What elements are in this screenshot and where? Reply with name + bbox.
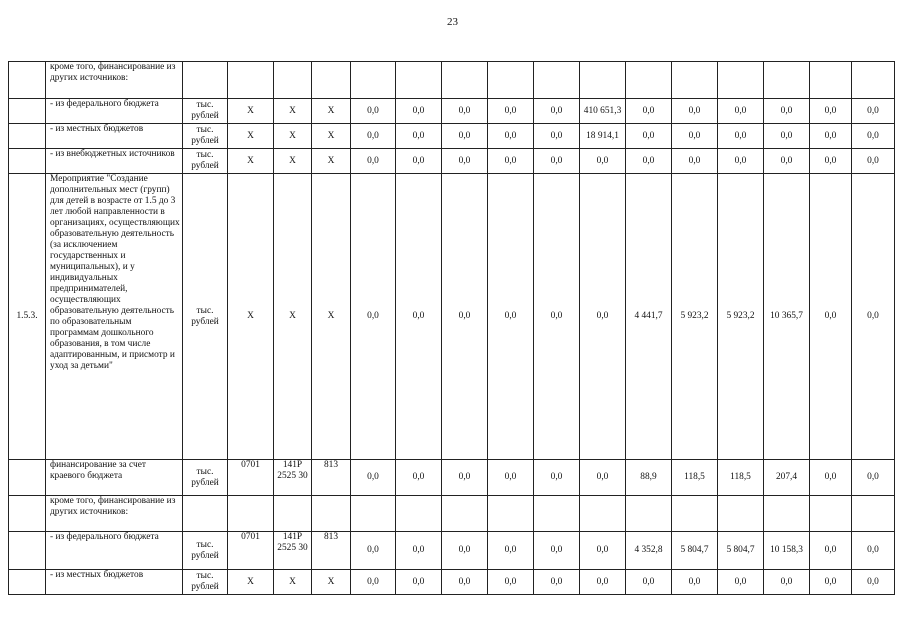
row-number	[9, 99, 46, 124]
table-row	[9, 174, 895, 460]
row-number	[9, 460, 46, 496]
code-target: Х	[274, 124, 312, 149]
value-cell: 0,0	[442, 532, 488, 570]
value-cell: 118,5	[718, 460, 764, 496]
value-cell: 0,0	[351, 174, 396, 460]
row-number	[9, 149, 46, 174]
value-cell: 0,0	[672, 570, 718, 595]
value-cell	[580, 62, 626, 99]
value-cell: 0,0	[852, 174, 895, 460]
value-cell: 0,0	[810, 532, 852, 570]
value-cell: 0,0	[810, 124, 852, 149]
value-cell: 0,0	[534, 174, 580, 460]
code-section: Х	[228, 174, 274, 460]
code-target: Х	[274, 99, 312, 124]
table-row	[9, 460, 895, 496]
row-name: - из местных бюджетов	[46, 570, 183, 595]
value-cell: 207,4	[764, 460, 810, 496]
value-cell: 0,0	[396, 149, 442, 174]
row-name: кроме того, финансирование из других источников:	[46, 496, 183, 532]
value-cell: 0,0	[626, 99, 672, 124]
code-target: Х	[274, 174, 312, 460]
value-cell: 4 352,8	[626, 532, 672, 570]
code-section: 0701	[228, 460, 274, 496]
value-cell: 0,0	[534, 149, 580, 174]
value-cell	[396, 496, 442, 532]
row-name: Мероприятие "Создание дополнительных мест (групп) для детей в возрасте от 1.5 до 3 лет любой направленности в организациях, осуществляющих образовательную деятельность (за исключением государственных и муниципальных), и у индивидуальных предпринимателей, осуществляющих образовательную деятельность по образовательным программам дошкольного образования, в том числе адаптированным, и присмотр и уход за детьми"	[46, 174, 183, 460]
value-cell: 0,0	[626, 124, 672, 149]
value-cell: 0,0	[534, 124, 580, 149]
value-cell	[351, 496, 396, 532]
row-number	[9, 62, 46, 99]
code-type: 813	[312, 532, 351, 570]
unit-cell: тыс. рублей	[183, 149, 228, 174]
value-cell: 0,0	[580, 532, 626, 570]
value-cell: 88,9	[626, 460, 672, 496]
row-name: - из федерального бюджета	[46, 532, 183, 570]
value-cell: 0,0	[534, 570, 580, 595]
code-target: Х	[274, 149, 312, 174]
value-cell: 0,0	[718, 570, 764, 595]
value-cell: 0,0	[442, 149, 488, 174]
value-cell	[810, 62, 852, 99]
row-name: финансирование за счет краевого бюджета	[46, 460, 183, 496]
unit-cell	[183, 62, 228, 99]
value-cell	[442, 496, 488, 532]
value-cell	[764, 496, 810, 532]
value-cell	[852, 62, 895, 99]
value-cell	[488, 62, 534, 99]
unit-cell: тыс. рублей	[183, 174, 228, 460]
value-cell: 0,0	[396, 570, 442, 595]
code-target	[274, 496, 312, 532]
value-cell	[534, 62, 580, 99]
value-cell: 0,0	[351, 460, 396, 496]
value-cell: 0,0	[810, 570, 852, 595]
code-section	[228, 496, 274, 532]
unit-cell: тыс. рублей	[183, 532, 228, 570]
value-cell: 0,0	[672, 99, 718, 124]
code-type: 813	[312, 460, 351, 496]
value-cell: 18 914,1	[580, 124, 626, 149]
table-row	[9, 62, 895, 99]
value-cell: 0,0	[580, 460, 626, 496]
table-row	[9, 149, 895, 174]
unit-cell: тыс. рублей	[183, 124, 228, 149]
value-cell: 0,0	[442, 124, 488, 149]
code-type: Х	[312, 149, 351, 174]
value-cell	[672, 62, 718, 99]
value-cell: 0,0	[351, 99, 396, 124]
value-cell: 0,0	[396, 460, 442, 496]
value-cell: 0,0	[764, 149, 810, 174]
code-section: Х	[228, 149, 274, 174]
value-cell	[442, 62, 488, 99]
code-section: Х	[228, 124, 274, 149]
value-cell: 0,0	[852, 149, 895, 174]
row-name: - из местных бюджетов	[46, 124, 183, 149]
value-cell: 0,0	[580, 174, 626, 460]
value-cell: 0,0	[810, 460, 852, 496]
value-cell: 4 441,7	[626, 174, 672, 460]
value-cell: 0,0	[488, 532, 534, 570]
value-cell	[534, 496, 580, 532]
value-cell: 0,0	[534, 99, 580, 124]
value-cell: 0,0	[672, 149, 718, 174]
budget-table	[8, 61, 895, 595]
value-cell	[718, 62, 764, 99]
value-cell: 0,0	[396, 174, 442, 460]
value-cell	[488, 496, 534, 532]
value-cell: 0,0	[488, 460, 534, 496]
table-row	[9, 124, 895, 149]
row-number	[9, 124, 46, 149]
code-target: Х	[274, 570, 312, 595]
value-cell: 0,0	[396, 532, 442, 570]
value-cell: 118,5	[672, 460, 718, 496]
value-cell: 0,0	[442, 174, 488, 460]
value-cell: 10 365,7	[764, 174, 810, 460]
unit-cell: тыс. рублей	[183, 99, 228, 124]
value-cell: 0,0	[718, 99, 764, 124]
code-type: Х	[312, 570, 351, 595]
value-cell: 410 651,3	[580, 99, 626, 124]
value-cell: 0,0	[534, 532, 580, 570]
value-cell: 0,0	[488, 174, 534, 460]
row-name: - из внебюджетных источников	[46, 149, 183, 174]
value-cell: 0,0	[718, 149, 764, 174]
value-cell: 0,0	[442, 460, 488, 496]
value-cell: 0,0	[764, 99, 810, 124]
value-cell: 0,0	[580, 149, 626, 174]
row-number	[9, 570, 46, 595]
value-cell: 5 804,7	[718, 532, 764, 570]
value-cell: 0,0	[442, 570, 488, 595]
value-cell: 0,0	[810, 174, 852, 460]
value-cell: 0,0	[488, 124, 534, 149]
value-cell: 0,0	[351, 149, 396, 174]
unit-cell: тыс. рублей	[183, 570, 228, 595]
value-cell: 0,0	[852, 99, 895, 124]
table-row	[9, 99, 895, 124]
value-cell	[580, 496, 626, 532]
value-cell: 0,0	[852, 460, 895, 496]
value-cell: 0,0	[534, 460, 580, 496]
value-cell: 0,0	[442, 99, 488, 124]
value-cell: 0,0	[580, 570, 626, 595]
value-cell: 0,0	[810, 99, 852, 124]
value-cell: 0,0	[718, 124, 764, 149]
value-cell	[852, 496, 895, 532]
unit-cell: тыс. рублей	[183, 460, 228, 496]
value-cell: 0,0	[488, 149, 534, 174]
value-cell	[626, 496, 672, 532]
code-type	[312, 496, 351, 532]
row-number	[9, 496, 46, 532]
code-section	[228, 62, 274, 99]
code-target: 141Р 2525 30	[274, 532, 312, 570]
value-cell: 0,0	[626, 570, 672, 595]
value-cell: 0,0	[764, 570, 810, 595]
value-cell: 5 923,2	[672, 174, 718, 460]
code-type: Х	[312, 99, 351, 124]
value-cell: 0,0	[488, 570, 534, 595]
value-cell	[764, 62, 810, 99]
value-cell: 0,0	[396, 124, 442, 149]
value-cell: 0,0	[626, 149, 672, 174]
value-cell: 5 804,7	[672, 532, 718, 570]
value-cell	[718, 496, 764, 532]
value-cell: 0,0	[852, 124, 895, 149]
value-cell: 0,0	[764, 124, 810, 149]
value-cell: 0,0	[672, 124, 718, 149]
page-number: 23	[447, 16, 458, 28]
code-target	[274, 62, 312, 99]
row-number	[9, 532, 46, 570]
value-cell	[626, 62, 672, 99]
code-type	[312, 62, 351, 99]
code-section: 0701	[228, 532, 274, 570]
code-type: Х	[312, 174, 351, 460]
value-cell: 0,0	[810, 149, 852, 174]
row-name: - из федерального бюджета	[46, 99, 183, 124]
table-row	[9, 496, 895, 532]
value-cell: 0,0	[351, 532, 396, 570]
value-cell: 0,0	[488, 99, 534, 124]
code-type: Х	[312, 124, 351, 149]
value-cell	[810, 496, 852, 532]
code-section: Х	[228, 570, 274, 595]
value-cell	[672, 496, 718, 532]
value-cell	[396, 62, 442, 99]
row-number: 1.5.3.	[9, 174, 46, 460]
code-section: Х	[228, 99, 274, 124]
code-target: 141Р 2525 30	[274, 460, 312, 496]
value-cell: 0,0	[351, 570, 396, 595]
value-cell: 5 923,2	[718, 174, 764, 460]
value-cell: 0,0	[852, 532, 895, 570]
value-cell: 0,0	[852, 570, 895, 595]
value-cell: 0,0	[351, 124, 396, 149]
row-name: кроме того, финансирование из других источников:	[46, 62, 183, 99]
table-row	[9, 570, 895, 595]
table-row	[9, 532, 895, 570]
value-cell: 10 158,3	[764, 532, 810, 570]
unit-cell	[183, 496, 228, 532]
value-cell	[351, 62, 396, 99]
value-cell: 0,0	[396, 99, 442, 124]
